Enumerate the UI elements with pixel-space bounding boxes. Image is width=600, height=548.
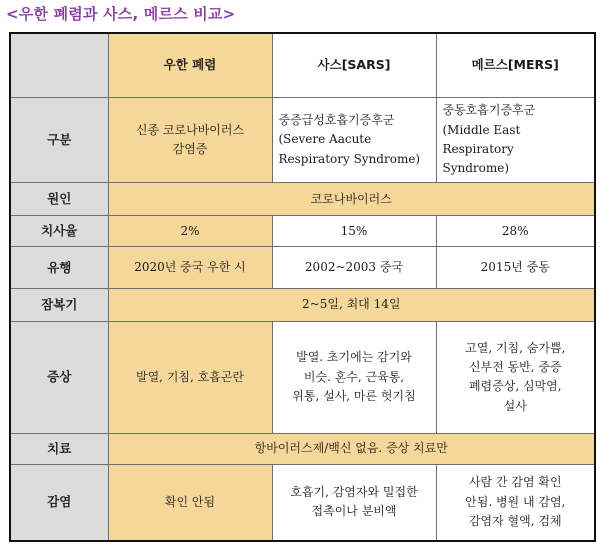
cell-infection-mers: 사람 간 감염 확인 안됨. 병원 내 감염, 감염자 혈액, 검체: [436, 464, 595, 541]
table-row: [10, 433, 595, 464]
cell-outbreak-wuhan: 2020년 중국 우한 시: [108, 247, 272, 288]
table-row: [10, 288, 595, 321]
table-row: [10, 183, 595, 216]
cell-fatality-mers: 28%: [436, 216, 595, 247]
cell-classification-wuhan: 신종 코로나바이러스 감염증: [108, 97, 272, 183]
table-row: [10, 216, 595, 247]
cell-cause-all: 코로나바이러스: [108, 183, 595, 216]
row-label-classification: 구분: [10, 97, 108, 183]
row-label-outbreak: 유행: [10, 247, 108, 288]
row-label-fatality: 치사율: [10, 216, 108, 247]
cell-classification-mers: 중동호흡기증후군 (Middle East Respiratory Syndrome): [436, 97, 595, 183]
table-header-row: [10, 33, 595, 97]
header-mers: 메르스[MERS]: [436, 33, 595, 97]
cell-fatality-wuhan: 2%: [108, 216, 272, 247]
cell-outbreak-mers: 2015년 중동: [436, 247, 595, 288]
header-wuhan: 우한 폐렴: [108, 33, 272, 97]
row-label-incubation: 잠복기: [10, 288, 108, 321]
header-sars: 사스[SARS]: [272, 33, 436, 97]
cell-incubation-all: 2~5일, 최대 14일: [108, 288, 595, 321]
corner-cell: [10, 33, 108, 97]
table-row: [10, 247, 595, 288]
cell-classification-sars: 중증급성호흡기증후군 (Severe Aacute Respiratory Syndrome): [272, 97, 436, 183]
page-title: <우한 폐렴과 사스, 메르스 비교>: [6, 5, 236, 23]
cell-symptoms-sars: 발열. 초기에는 감기와 비슷. 혼수, 근육통, 위통, 설사, 마른 헛기침: [272, 321, 436, 433]
row-label-symptoms: 증상: [10, 321, 108, 433]
cell-infection-sars: 호흡기, 감염자와 밀접한 접촉이나 분비액: [272, 464, 436, 541]
row-label-cause: 원인: [10, 183, 108, 216]
row-label-treatment: 치료: [10, 433, 108, 464]
table-row: [10, 321, 595, 433]
cell-treatment-all: 항바이러스제/백신 없음. 증상 치료만: [108, 433, 595, 464]
table-row: [10, 97, 595, 183]
cell-fatality-sars: 15%: [272, 216, 436, 247]
cell-outbreak-sars: 2002~2003 중국: [272, 247, 436, 288]
row-label-infection: 감염: [10, 464, 108, 541]
cell-infection-wuhan: 확인 안됨: [108, 464, 272, 541]
table-row: [10, 464, 595, 541]
comparison-table: [9, 32, 596, 542]
cell-symptoms-mers: 고열, 기침, 숨가쁨, 신부전 동반, 중증 폐렴증상, 심막염, 설사: [436, 321, 595, 433]
cell-symptoms-wuhan: 발열, 기침, 호흡곤란: [108, 321, 272, 433]
